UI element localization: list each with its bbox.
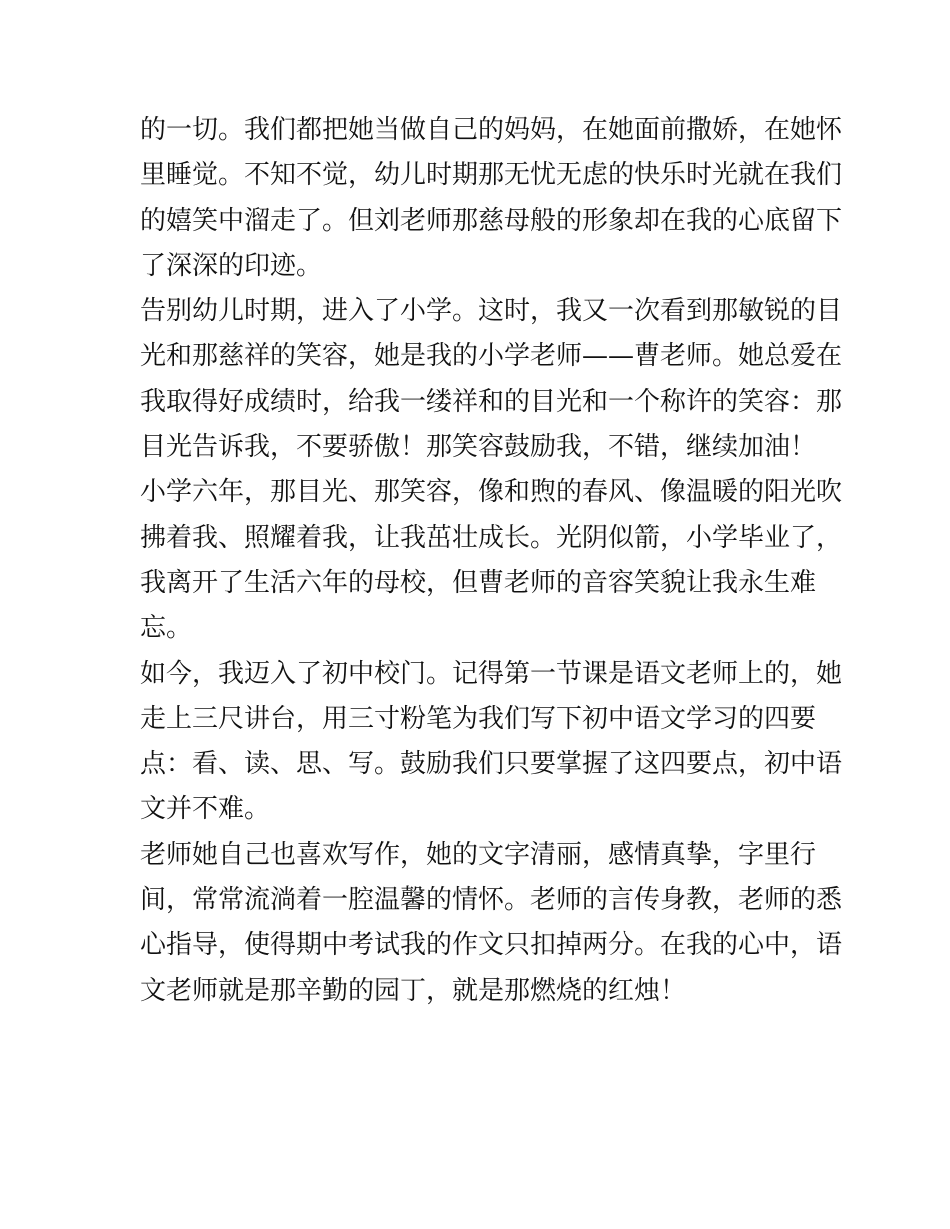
text-line: 老师她自己也喜欢写作，她的文字清丽，感情真挚，字里行 [140, 839, 817, 870]
text-line: 的一切。我们都把她当做自己的妈妈，在她面前撒娇，在她怀 [140, 115, 843, 145]
essay-body [140, 108, 843, 1014]
text-line: 忘。 [140, 613, 193, 644]
text-line: 文并不难。 [140, 794, 271, 825]
text-line: 如今，我迈入了初中校门。记得第一节课是语文老师上的，她 [140, 658, 843, 689]
text-line: 了深深的印迹。 [140, 250, 323, 281]
text-line: 我离开了生活六年的母校，但曹老师的音容笑貌让我永生难 [140, 567, 817, 598]
text-line: 走上三尺讲台，用三寸粉笔为我们写下初中语文学习的四要 [140, 703, 817, 734]
text-line: 告别幼儿时期，进入了小学。这时，我又一次看到那敏锐的目 [140, 296, 843, 327]
text-line: 我取得好成绩时，给我一缕祥和的目光和一个称许的笑容：那 [140, 386, 843, 417]
text-line: 心指导，使得期中考试我的作文只扣掉两分。在我的心中，语 [140, 930, 843, 961]
text-line: 间，常常流淌着一腔温馨的情怀。老师的言传身教，老师的悉 [140, 885, 843, 916]
text-line: 光和那慈祥的笑容，她是我的小学老师——曹老师。她总爱在 [140, 341, 843, 372]
text-line: 里睡觉。不知不觉，幼儿时期那无忧无虑的快乐时光就在我们 [140, 160, 843, 191]
text-line: 拂着我、照耀着我，让我茁壮成长。光阴似箭，小学毕业了， [140, 522, 843, 553]
text-line: 的嬉笑中溜走了。但刘老师那慈母般的形象却在我的心底留下 [140, 205, 843, 236]
text-line: 文老师就是那辛勤的园丁，就是那燃烧的红烛！ [140, 975, 687, 1006]
text-line: 小学六年，那目光、那笑容，像和煦的春风、像温暖的阳光吹 [140, 477, 843, 508]
text-line: 点：看、读、思、写。鼓励我们只要掌握了这四要点，初中语 [140, 749, 843, 780]
text-line: 目光告诉我，不要骄傲！那笑容鼓励我，不错，继续加油！ [140, 432, 817, 463]
